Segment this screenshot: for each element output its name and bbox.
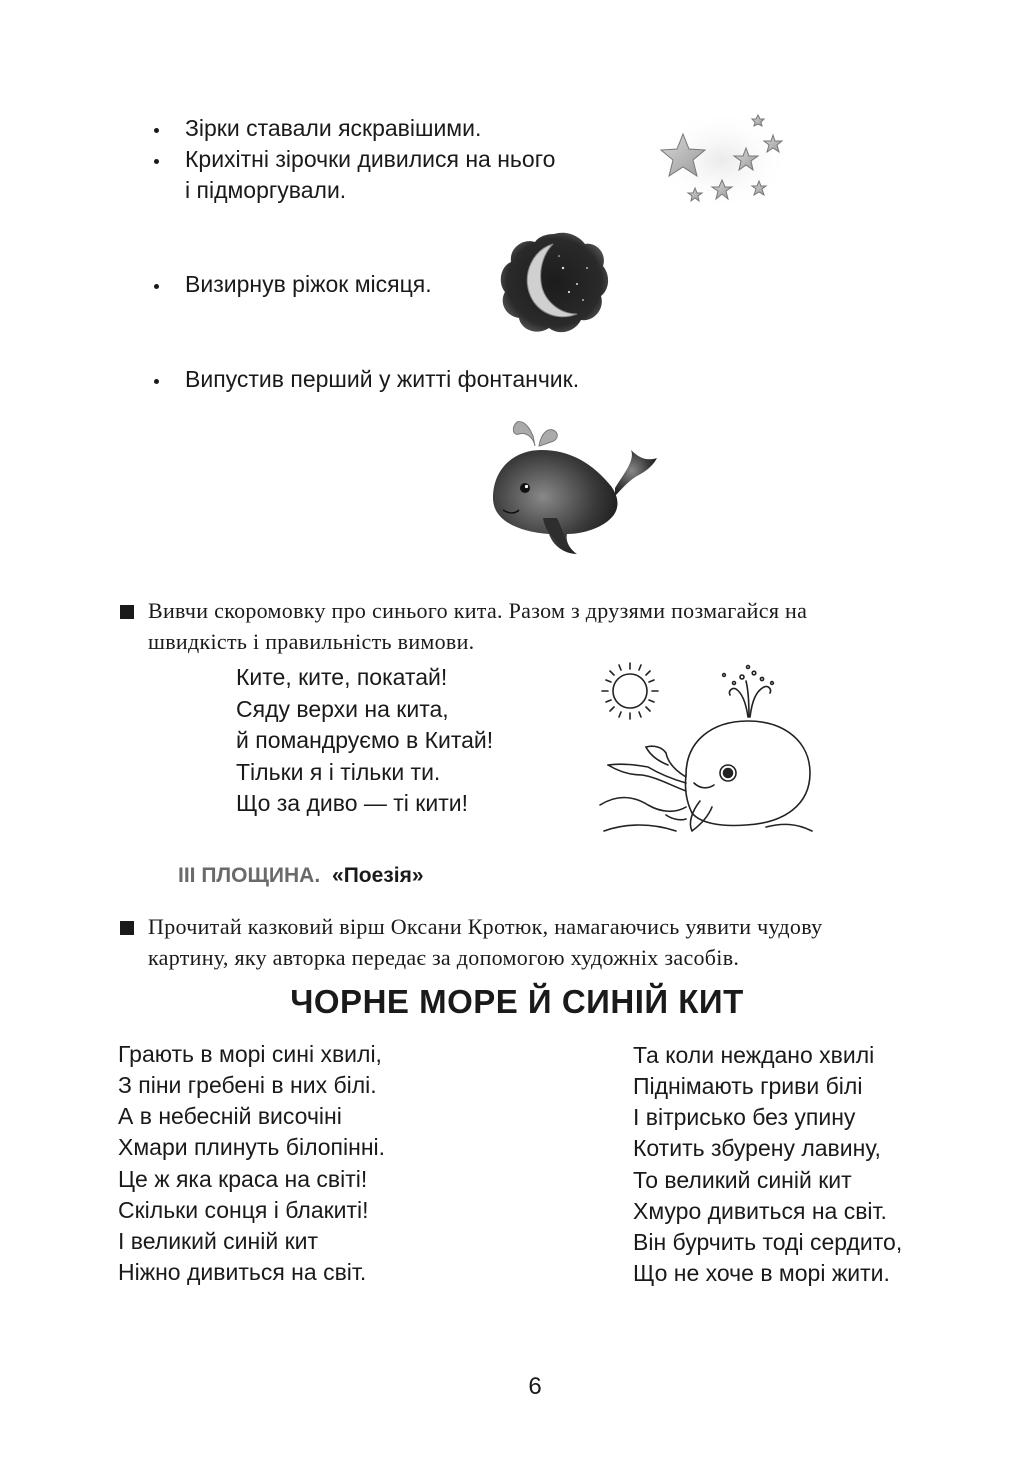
poem-line-left: Грають в морі сині хвилі, bbox=[118, 1041, 382, 1067]
poem-line-right: Що не хоче в морі жити. bbox=[633, 1260, 890, 1286]
poem-line-left: Це ж яка краса на світі! bbox=[118, 1166, 368, 1192]
water-spout-icon bbox=[513, 422, 535, 446]
bullet-marker bbox=[154, 379, 159, 384]
whale-sun-line-art bbox=[596, 655, 818, 840]
poem-line-left: Ніжно дивиться на світ. bbox=[118, 1259, 367, 1285]
tongue-twister-line: Сяду верхи на кита, bbox=[236, 696, 449, 722]
task-instruction-line: швидкість і правильність вимови. bbox=[148, 629, 475, 654]
bullet-text: Визирнув ріжок місяця. bbox=[185, 271, 432, 297]
task-instruction-line: Вивчи скоромовку про синього кита. Разом з друзями позмагайся на bbox=[148, 598, 808, 623]
section-name: «Поезія» bbox=[332, 864, 424, 887]
stars-illustration bbox=[652, 108, 792, 213]
task-instruction-line: картину, яку авторка передає за допомогою художніх засобів. bbox=[148, 945, 740, 970]
bullet-text: Випустив перший у житті фонтанчик. bbox=[185, 366, 580, 392]
poem-line-left: Хмари плинуть білопінні. bbox=[118, 1134, 386, 1160]
bullet-marker bbox=[154, 159, 159, 164]
poem-line-left: З піни гребені в них білі. bbox=[118, 1072, 377, 1098]
poem-line-right: Піднімають гриви білі bbox=[633, 1073, 863, 1099]
poem-line-right: І вітрисько без упину bbox=[633, 1104, 856, 1130]
task-marker bbox=[120, 921, 134, 935]
tongue-twister-line: Ките, ките, покатай! bbox=[236, 664, 448, 690]
poem-line-left: А в небесній височіні bbox=[118, 1103, 342, 1129]
poem-line-right: Хмуро дивиться на світ. bbox=[633, 1198, 887, 1224]
section-prefix: ІІІ ПЛОЩИНА. bbox=[178, 864, 321, 887]
poem-line-left: Скільки сонця і блакиті! bbox=[118, 1197, 369, 1223]
whale-fountain-illustration bbox=[485, 410, 675, 560]
tongue-twister-line: й помандруємо в Китай! bbox=[236, 727, 494, 753]
bullet-marker bbox=[154, 284, 159, 289]
poem-line-right: Та коли неждано хвилі bbox=[633, 1042, 875, 1068]
bullet-marker bbox=[154, 128, 159, 133]
poem-line-right: То великий синій кит bbox=[633, 1167, 852, 1193]
tongue-twister-line: Тільки я і тільки ти. bbox=[236, 759, 441, 785]
poem-line-right: Він бурчить тоді сердито, bbox=[633, 1229, 903, 1255]
eye-icon bbox=[520, 483, 530, 493]
bullet-text: і підморгували. bbox=[185, 177, 347, 203]
poem-line-right: Котить збурену лавину, bbox=[633, 1135, 881, 1161]
tongue-twister-line: Що за диво — ті кити! bbox=[236, 790, 468, 816]
poem-title: ЧОРНЕ МОРЕ Й СИНІЙ КИТ bbox=[290, 983, 744, 1020]
water-spout-icon bbox=[539, 430, 557, 446]
poem-line-left: І великий синій кит bbox=[118, 1228, 319, 1254]
sun-icon bbox=[602, 663, 658, 719]
water-spout-icon bbox=[723, 666, 774, 718]
moon-illustration bbox=[497, 228, 612, 338]
bullet-text: Крихітні зірочки дивилися на нього bbox=[185, 146, 556, 172]
bullet-text: Зірки ставали яскравішими. bbox=[185, 115, 482, 141]
task-instruction-line: Прочитай казковий вірш Оксани Кротюк, намагаючись уявити чудову bbox=[148, 914, 823, 939]
section-heading bbox=[178, 862, 424, 890]
page-number: 6 bbox=[528, 1373, 542, 1400]
task-marker bbox=[120, 605, 134, 619]
